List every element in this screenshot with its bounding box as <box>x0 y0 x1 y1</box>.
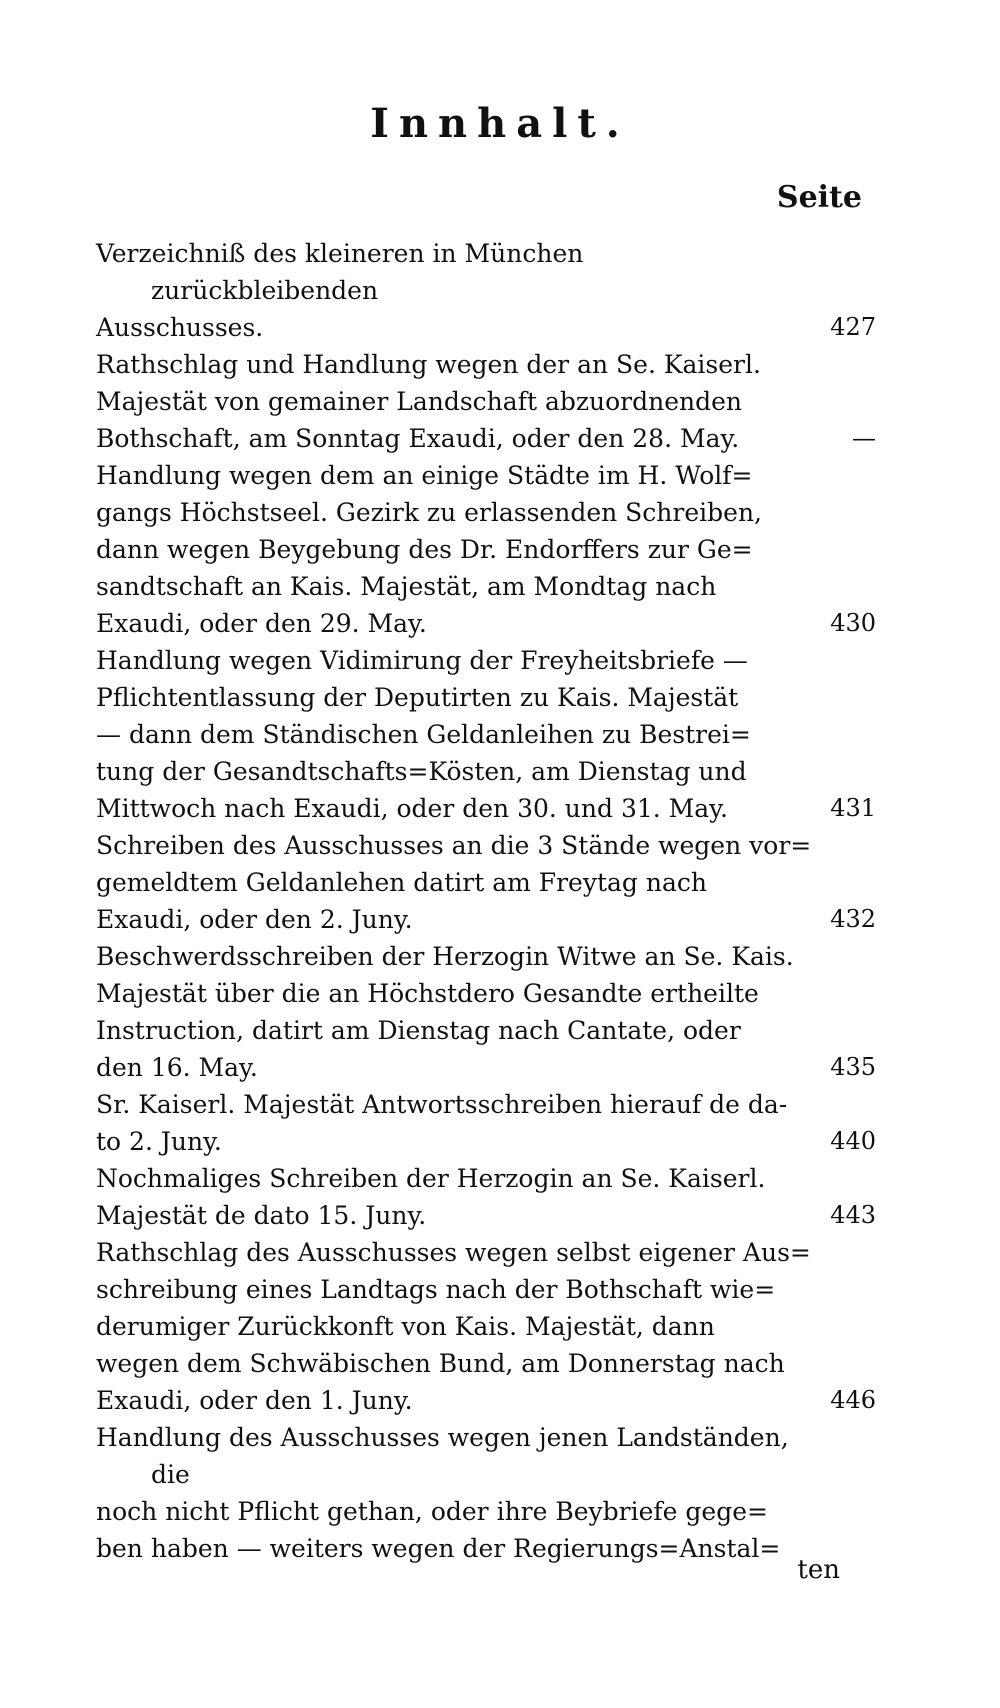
toc-entry-line: Majestät de dato 15. Juny. <box>96 1201 427 1230</box>
toc-entry-line: dann wegen Beygebung des Dr. Endorffers zur Ge= <box>96 535 753 564</box>
toc-entry-text <box>96 1419 816 1567</box>
toc-entry-line: Mittwoch nach Exaudi, oder den 30. und 31. May. <box>96 794 728 823</box>
toc-entry <box>96 1086 876 1160</box>
toc-entry-text <box>96 827 816 938</box>
toc-entry-line: gemeldtem Geldanlehen datirt am Freytag nach <box>96 868 707 897</box>
toc-page-number: — <box>852 424 876 452</box>
toc-entry-text <box>96 346 816 457</box>
toc-entry-line: Handlung wegen dem an einige Städte im H. Wolf= <box>96 461 753 490</box>
toc-entry-line: sandtschaft an Kais. Majestät, am Mondtag nach <box>96 572 717 601</box>
toc-entry <box>96 1160 876 1234</box>
toc-page-number: 440 <box>830 1127 876 1155</box>
toc-entry-line: Beschwerdsschreiben der Herzogin Witwe an Se. Kais. <box>96 942 794 971</box>
toc-page-number: 427 <box>830 313 876 341</box>
toc-entry-text <box>96 235 816 346</box>
toc-entry-line: Majestät von gemainer Landschaft abzuordnenden <box>96 387 743 416</box>
page-column-header: Seite <box>776 180 862 215</box>
toc-entry-line: Instruction, datirt am Dienstag nach Cantate, oder <box>96 1016 741 1045</box>
toc-entry-line: Exaudi, oder den 29. May. <box>96 609 427 638</box>
toc-page-number: 443 <box>830 1201 876 1229</box>
toc-entry-line: schreibung eines Landtags nach der Bothschaft wie= <box>96 1275 776 1304</box>
toc-entry <box>96 938 876 1086</box>
toc-entry <box>96 346 876 457</box>
toc-entry-line: Bothschaft, am Sonntag Exaudi, oder den 28. May. <box>96 424 740 453</box>
toc-page-number: 430 <box>830 609 876 637</box>
toc-entry-line: Rathschlag und Handlung wegen der an Se. Kaiserl. <box>96 350 761 379</box>
toc-page-number: 432 <box>830 905 876 933</box>
toc-entry-line: Majestät über die an Höchstdero Gesandte ertheilte <box>96 979 759 1008</box>
toc-entry-text <box>96 457 816 642</box>
toc-entry-line: ben haben — weiters wegen der Regierungs=Anstal= <box>96 1534 781 1563</box>
toc-entry-line: Handlung des Ausschusses wegen jenen Landständen, die <box>96 1423 789 1489</box>
toc-entry-line: gangs Höchstseel. Gezirk zu erlassenden Schreiben, <box>96 498 762 527</box>
toc-page-number: 446 <box>830 1386 876 1414</box>
toc-entry-line: noch nicht Pflicht gethan, oder ihre Beybriefe gege= <box>96 1497 768 1526</box>
toc-entry-line: — dann dem Ständischen Geldanleihen zu Bestrei= <box>96 720 751 749</box>
toc-page-number: 435 <box>830 1053 876 1081</box>
toc-entry <box>96 642 876 827</box>
toc-entry-text <box>96 1086 816 1160</box>
toc-entry <box>96 1419 856 1567</box>
toc-entry-line: Nochmaliges Schreiben der Herzogin an Se. Kaiserl. <box>96 1164 766 1193</box>
toc-entry-line: Pflichtentlassung der Deputirten zu Kais. Majestät <box>96 683 739 712</box>
toc-entry-text <box>96 938 816 1086</box>
toc-entry-line: to 2. Juny. <box>96 1127 222 1156</box>
toc-entry-text <box>96 1234 816 1419</box>
toc-entry-line: tung der Gesandtschafts=Kösten, am Dienstag und <box>96 757 747 786</box>
toc-entry-line: den 16. May. <box>96 1053 258 1082</box>
table-of-contents <box>96 235 876 1567</box>
toc-entry <box>96 1234 876 1419</box>
toc-entry-line: Schreiben des Ausschusses an die 3 Stände wegen vor= <box>96 831 812 860</box>
toc-entry <box>96 457 876 642</box>
toc-page-number: 431 <box>830 794 876 822</box>
toc-entry-line: Exaudi, oder den 2. Juny. <box>96 905 413 934</box>
toc-entry-line: Sr. Kaiserl. Majestät Antwortsschreiben hierauf de da- <box>96 1090 788 1119</box>
toc-entry-line: Verzeichniß des kleineren in München zurückbleibenden <box>96 239 584 305</box>
toc-entry-line: wegen dem Schwäbischen Bund, am Donnerstag nach <box>96 1349 785 1378</box>
toc-entry <box>96 235 876 346</box>
toc-entry-line: derumiger Zurückkonft von Kais. Majestät, dann <box>96 1312 715 1341</box>
catchword: ten <box>797 1555 840 1585</box>
toc-entry-line: Rathschlag des Ausschusses wegen selbst eigener Aus= <box>96 1238 811 1267</box>
toc-entry-line: Handlung wegen Vidimirung der Freyheitsbriefe — <box>96 646 748 675</box>
toc-entry-text <box>96 642 816 827</box>
toc-entry-text <box>96 1160 816 1234</box>
toc-entry-line: Exaudi, oder den 1. Juny. <box>96 1386 413 1415</box>
toc-entry-line: Ausschusses. <box>96 313 264 342</box>
toc-entry <box>96 827 876 938</box>
page-title: Innhalt. <box>370 100 630 147</box>
